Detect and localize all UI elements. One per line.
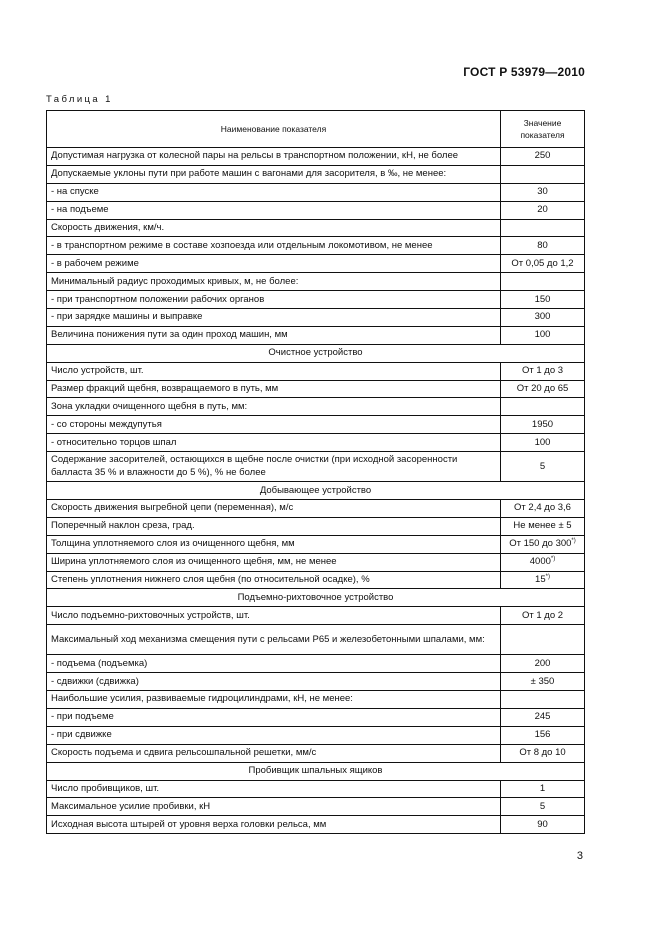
indicator-name: - при сдвижке [47, 726, 501, 744]
indicator-value-cell [501, 362, 585, 380]
indicator-value-cell [501, 416, 585, 434]
column-header-name: Наименование показателя [47, 111, 501, 148]
indicator-value-cell [501, 691, 585, 709]
indicator-name: Зона укладки очищенного щебня в путь, мм: [47, 398, 501, 416]
indicator-name: Толщина уплотняемого слоя из очищенного щебня, мм [47, 535, 501, 553]
indicator-name: Минимальный радиус проходимых кривых, м, не более: [47, 273, 501, 291]
indicator-name: - при зарядке машины и выправке [47, 309, 501, 327]
indicator-name: - в рабочем режиме [47, 255, 501, 273]
indicator-value: От 8 до 10 [519, 747, 566, 759]
indicator-name: Скорость движения, км/ч. [47, 219, 501, 237]
indicator-value: 5 [539, 460, 546, 472]
indicator-value: 30 [537, 186, 548, 198]
table-row [47, 183, 585, 201]
table-row [47, 780, 585, 798]
indicator-name: Допустимая нагрузка от колесной пары на рельсы в транспортном положении, кН, не более [47, 148, 501, 166]
table-row [47, 416, 585, 434]
indicator-name: - подъема (подъемка) [47, 655, 501, 673]
indicator-value-cell [501, 165, 585, 183]
indicator-value-cell [501, 500, 585, 518]
indicator-value-cell [501, 798, 585, 816]
indicator-value-cell [501, 655, 585, 673]
column-header-value-line1: Значение [523, 118, 562, 128]
indicator-name: Число устройств, шт. [47, 362, 501, 380]
table-row [47, 673, 585, 691]
indicator-name: - на подъеме [47, 201, 501, 219]
indicator-value-cell [501, 148, 585, 166]
indicator-value-cell [501, 237, 585, 255]
indicator-value-cell [501, 219, 585, 237]
table-row [47, 691, 585, 709]
table-row [47, 708, 585, 726]
indicator-value: 20 [537, 204, 548, 216]
table-row [47, 434, 585, 452]
indicator-value: 250 [534, 150, 551, 162]
section-title: Подъемно-рихтовочное устройство [47, 589, 585, 607]
table-row [47, 273, 585, 291]
indicator-value-cell [501, 201, 585, 219]
indicator-name: Число пробивщиков, шт. [47, 780, 501, 798]
section-title: Добывающее устройство [47, 482, 585, 500]
indicator-value-cell [501, 535, 585, 553]
table-row [47, 571, 585, 589]
indicator-name: - в транспортном режиме в составе хозпоезда или отдельным локомотивом, не менее [47, 237, 501, 255]
indicator-name: Скорость подъема и сдвига рельсошпальной решетки, мм/с [47, 744, 501, 762]
indicator-name: - сдвижки (сдвижка) [47, 673, 501, 691]
indicator-value-cell [501, 183, 585, 201]
indicator-value-cell [501, 744, 585, 762]
table-row [47, 398, 585, 416]
indicator-value: ± 350 [530, 675, 555, 687]
table-row [47, 291, 585, 309]
indicator-name: - на спуске [47, 183, 501, 201]
indicator-value: 90 [537, 818, 548, 830]
indicator-name: Поперечный наклон среза, град. [47, 517, 501, 535]
indicator-value: 80 [537, 239, 548, 251]
indicator-name: Величина понижения пути за один проход машин, мм [47, 326, 501, 344]
table-row [47, 553, 585, 571]
indicator-value: 1950 [531, 418, 554, 430]
indicator-value: 4000 [529, 556, 551, 568]
table-caption: Таблица 1 [46, 94, 113, 105]
indicator-value: От 150 до 300 [509, 538, 572, 550]
table-row [47, 201, 585, 219]
indicator-value-cell [501, 571, 585, 589]
table-row [47, 607, 585, 625]
indicator-value-cell [501, 607, 585, 625]
table-header-row [47, 111, 585, 148]
table-row [47, 655, 585, 673]
indicator-value-cell [501, 309, 585, 327]
indicator-name: Ширина уплотняемого слоя из очищенного щебня, мм, не менее [47, 553, 501, 571]
indicator-value: От 2,4 до 3,6 [514, 502, 571, 514]
indicator-value-cell [501, 255, 585, 273]
indicator-name: Наибольшие усилия, развиваемые гидроцилиндрами, кН, не менее: [47, 691, 501, 709]
indicator-name: - при подъеме [47, 708, 501, 726]
column-header-value-line2: показателя [520, 130, 565, 140]
document-code: ГОСТ Р 53979—2010 [463, 65, 585, 79]
indicator-name: - со стороны междупутья [47, 416, 501, 434]
table-row [47, 165, 585, 183]
footnote-mark: *) [571, 538, 576, 545]
table-row [47, 255, 585, 273]
table-row [47, 726, 585, 744]
indicator-value-cell [501, 553, 585, 571]
indicator-value: От 1 до 3 [521, 365, 564, 377]
indicator-value-cell [501, 326, 585, 344]
table-row [47, 517, 585, 535]
indicator-value: 1 [539, 782, 546, 794]
indicator-name: - при транспортном положении рабочих органов [47, 291, 501, 309]
table-row [47, 535, 585, 553]
page-number: 3 [576, 850, 583, 862]
indicator-value: От 0,05 до 1,2 [511, 257, 574, 269]
indicator-value-cell [501, 398, 585, 416]
indicator-value: 200 [534, 657, 551, 669]
section-title: Очистное устройство [47, 344, 585, 362]
indicator-value: 150 [534, 293, 551, 305]
table-section-row [47, 482, 585, 500]
table-row [47, 362, 585, 380]
indicator-name: Допускаемые уклоны пути при работе машин с вагонами для засорителя, в ‰, не менее: [47, 165, 501, 183]
indicator-value-cell [501, 708, 585, 726]
indicator-value-cell [501, 273, 585, 291]
indicator-value-cell [501, 816, 585, 834]
indicator-name: Исходная высота штырей от уровня верха головки рельса, мм [47, 816, 501, 834]
table-section-row [47, 762, 585, 780]
indicator-value-cell [501, 291, 585, 309]
table-body [47, 148, 585, 834]
indicator-name: Скорость движения выгребной цепи (переменная), м/с [47, 500, 501, 518]
spec-table [46, 110, 585, 834]
table-row [47, 380, 585, 398]
footnote-mark: *) [545, 574, 550, 581]
indicator-name: Размер фракций щебня, возвращаемого в путь, мм [47, 380, 501, 398]
indicator-value: От 20 до 65 [516, 383, 569, 395]
table-section-row [47, 589, 585, 607]
indicator-value: Не менее ± 5 [513, 520, 572, 532]
indicator-value: 100 [534, 329, 551, 341]
indicator-value-cell [501, 517, 585, 535]
table-row [47, 237, 585, 255]
table-row [47, 625, 585, 655]
indicator-value: 5 [539, 800, 546, 812]
indicator-name: Максимальное усилие пробивки, кН [47, 798, 501, 816]
indicator-value: От 1 до 2 [521, 609, 564, 621]
indicator-value-cell [501, 380, 585, 398]
table-row [47, 219, 585, 237]
table-row [47, 798, 585, 816]
indicator-name: Число подъемно-рихтовочных устройств, шт. [47, 607, 501, 625]
indicator-name: Максимальный ход механизма смещения пути с рельсами Р65 и железобетонными шпалами, мм: [47, 625, 501, 655]
indicator-value-cell [501, 434, 585, 452]
indicator-value: 15 [535, 574, 546, 586]
column-header-value [501, 111, 585, 148]
table-row [47, 452, 585, 482]
indicator-value: 300 [534, 311, 551, 323]
indicator-value: 100 [534, 436, 551, 448]
table-row [47, 500, 585, 518]
indicator-value-cell [501, 726, 585, 744]
table-row [47, 148, 585, 166]
indicator-name: Степень уплотнения нижнего слоя щебня (по относительной осадке), % [47, 571, 501, 589]
footnote-mark: *) [550, 556, 556, 563]
indicator-value: 245 [534, 711, 551, 723]
indicator-value-cell [501, 780, 585, 798]
table-row [47, 309, 585, 327]
section-title: Пробивщик шпальных ящиков [47, 762, 585, 780]
indicator-value-cell [501, 673, 585, 691]
indicator-name: - относительно торцов шпал [47, 434, 501, 452]
table-section-row [47, 344, 585, 362]
indicator-value-cell [501, 625, 585, 655]
indicator-name: Содержание засорителей, остающихся в щебне после очистки (при исходной засоренности балласта 35 % и влажности до 5 %), % не более [47, 452, 501, 482]
indicator-value-cell [501, 452, 585, 482]
table-row [47, 326, 585, 344]
table-row [47, 744, 585, 762]
table-row [47, 816, 585, 834]
indicator-value: 156 [534, 729, 551, 741]
